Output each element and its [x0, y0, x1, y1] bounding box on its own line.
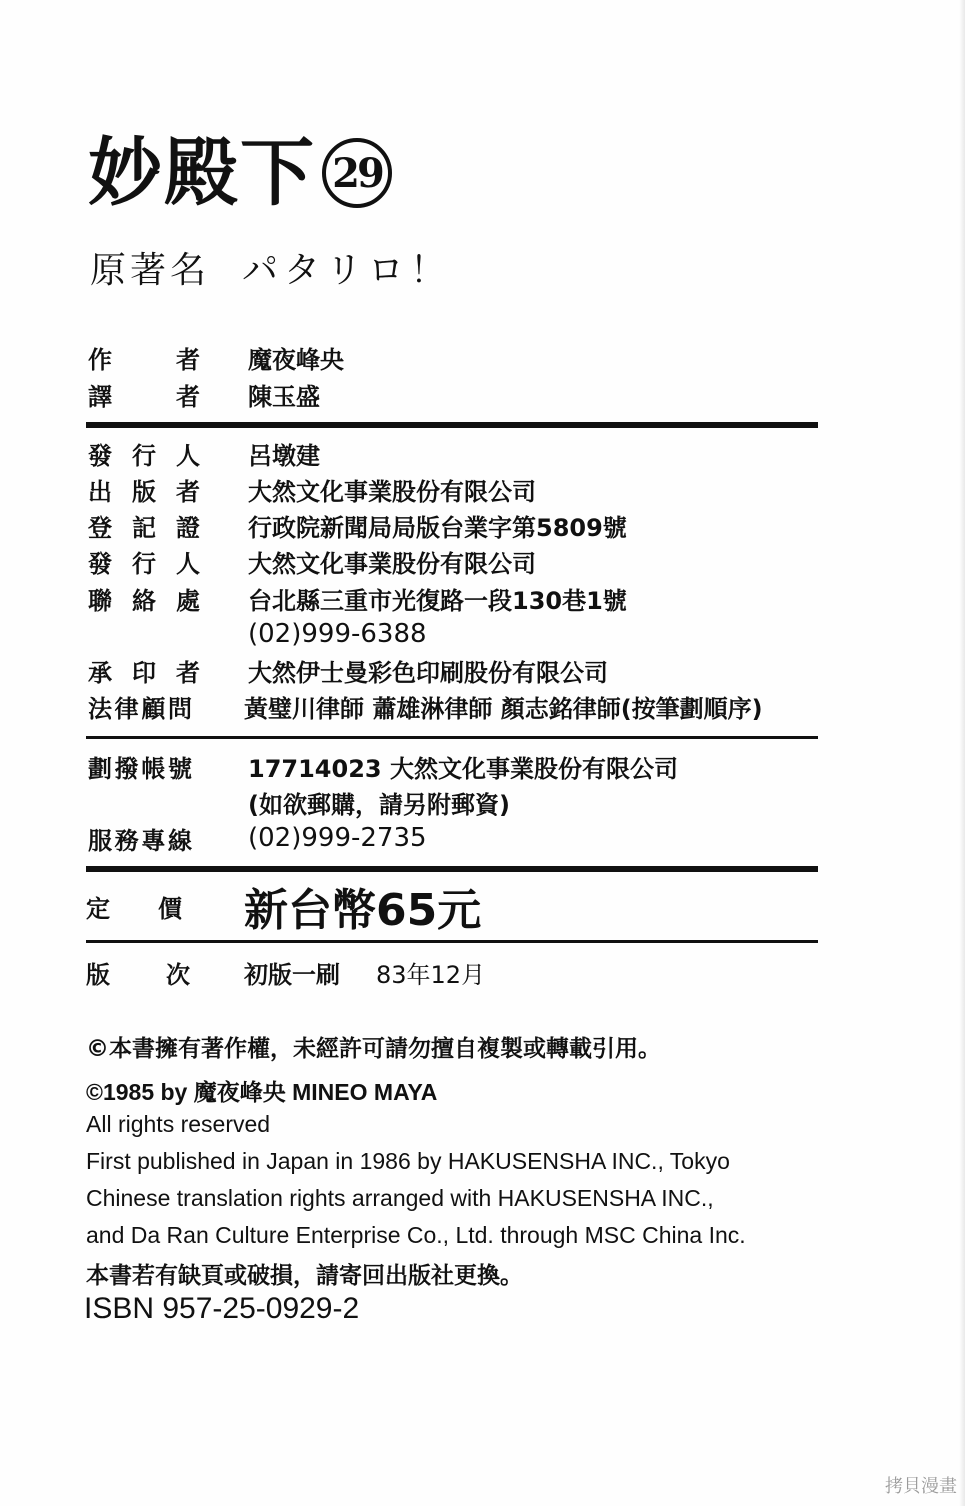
account-row — [88, 785, 510, 819]
publishing-label — [88, 653, 200, 688]
publishing-label — [88, 544, 200, 579]
label-char: 撥 — [114, 754, 139, 783]
publishing-row — [88, 544, 536, 578]
publishing-value: 台北縣三重市光復路一段130巷1號 — [248, 586, 627, 615]
original-title-label: 原著名 — [90, 249, 211, 291]
label-char: 律 — [114, 694, 139, 723]
label-char: 者 — [176, 345, 200, 374]
label-char: 絡 — [132, 586, 156, 615]
label-char: 定 — [86, 894, 110, 923]
label-char: 帳 — [141, 754, 166, 783]
publishing-value: 大然文化事業股份有限公司 — [248, 549, 536, 578]
label-char: 專 — [141, 826, 166, 855]
label-char: 號 — [167, 754, 192, 783]
publishing-label — [88, 508, 200, 543]
original-title-row — [90, 242, 452, 292]
account-label — [88, 821, 192, 856]
publishing-value: 呂墩建 — [248, 441, 320, 470]
account-row — [88, 749, 678, 783]
label-char: 聯 — [88, 586, 112, 615]
label-char: 人 — [176, 549, 200, 578]
credit-label — [88, 377, 200, 412]
label-char: 法 — [88, 694, 112, 723]
phone-value: (02)999-6388 — [248, 619, 427, 649]
credit-row-author — [88, 340, 344, 374]
edition-label — [86, 955, 190, 990]
price-row — [86, 876, 482, 936]
publishing-value: 大然文化事業股份有限公司 — [248, 477, 536, 506]
label-char: 者 — [176, 477, 200, 506]
edition-value: 初版一刷 — [244, 960, 340, 989]
label-char: 務 — [114, 826, 139, 855]
label-char: 記 — [132, 513, 156, 542]
edition-date: 83年12月 — [376, 960, 486, 989]
account-row — [88, 821, 427, 855]
price-label — [86, 889, 182, 924]
credit-label — [88, 340, 200, 375]
first-published-line: First published in Japan in 1986 by HAKUSENSHA INC., Tokyo — [86, 1148, 730, 1174]
divider-thick — [86, 866, 818, 872]
label-char: 線 — [167, 826, 192, 855]
label-char: 發 — [88, 549, 112, 578]
publishing-label — [88, 581, 200, 616]
rights-notice-cn: ©本書擁有著作權，未經許可請勿擅自複製或轉載引用。 — [86, 1036, 661, 1062]
label-char: 版 — [132, 477, 156, 506]
label-char: 劃 — [88, 754, 112, 783]
label-char: 價 — [158, 894, 182, 923]
translation-rights-line: Chinese translation rights arranged with HAKUSENSHA INC., — [86, 1185, 714, 1211]
label-char: 版 — [86, 960, 110, 989]
label-char: 服 — [88, 826, 112, 855]
publishing-value: 行政院新聞局局版台業字第5809號 — [248, 513, 627, 542]
agency-line: and Da Ran Culture Enterprise Co., Ltd. through MSC China Inc. — [86, 1222, 746, 1248]
publishing-row — [88, 472, 536, 506]
watermark: 拷貝漫畫 — [885, 1476, 957, 1497]
publishing-value: 大然伊士曼彩色印刷股份有限公司 — [248, 658, 608, 687]
volume-number: 29 — [332, 149, 382, 197]
service-phone-value: (02)999-2735 — [248, 823, 427, 853]
label-char: 譯 — [88, 382, 112, 411]
label-char: 次 — [166, 960, 190, 989]
original-title-value: パタリロ！ — [242, 249, 453, 291]
publishing-label — [88, 689, 192, 724]
title-block — [88, 128, 392, 218]
label-char: 登 — [88, 513, 112, 542]
divider-thin — [86, 736, 818, 739]
book-title: 妙殿下 — [88, 130, 316, 216]
publishing-row — [88, 436, 320, 470]
label-char: 發 — [88, 441, 112, 470]
credit-value: 陳玉盛 — [248, 382, 320, 411]
publishing-label — [88, 436, 200, 471]
account-value: 17714023 大然文化事業股份有限公司 — [248, 754, 678, 783]
account-label — [88, 749, 192, 784]
publishing-row — [88, 617, 427, 651]
label-char: 行 — [132, 549, 156, 578]
label-char: 人 — [176, 441, 200, 470]
isbn: ISBN 957-25-0929-2 — [84, 1292, 360, 1325]
label-char: 行 — [132, 441, 156, 470]
publishing-row — [88, 581, 627, 615]
divider-thin — [86, 940, 818, 943]
label-char: 者 — [176, 382, 200, 411]
publishing-label — [88, 472, 200, 507]
all-rights-line: All rights reserved — [86, 1111, 271, 1137]
credit-row-translator — [88, 377, 320, 411]
publishing-row — [88, 653, 608, 687]
label-char: 印 — [132, 658, 156, 687]
label-char: 承 — [88, 658, 112, 687]
page-edge-shadow — [959, 0, 965, 1506]
defect-notice-cn: 本書若有缺頁或破損，請寄回出版社更換。 — [86, 1263, 523, 1289]
label-char: 出 — [88, 477, 112, 506]
publishing-row — [88, 689, 763, 723]
label-char: 處 — [176, 586, 200, 615]
price-value: 新台幣65元 — [244, 885, 482, 936]
copyright-line: ©1985 by 魔夜峰央 MINEO MAYA — [86, 1079, 438, 1105]
publishing-value: 黃璧川律師 蕭雄淋律師 顏志銘律師(按筆劃順序) — [244, 694, 763, 723]
credit-value: 魔夜峰央 — [248, 345, 344, 374]
volume-number-badge — [322, 138, 392, 208]
label-char: 證 — [176, 513, 200, 542]
publishing-row — [88, 508, 627, 542]
divider-thick — [86, 422, 818, 428]
label-char: 顧 — [141, 694, 166, 723]
label-char: 問 — [167, 694, 192, 723]
account-note: (如欲郵購，請另附郵資) — [248, 790, 510, 819]
label-char: 者 — [176, 658, 200, 687]
label-char: 作 — [88, 345, 112, 374]
edition-row — [86, 952, 486, 992]
